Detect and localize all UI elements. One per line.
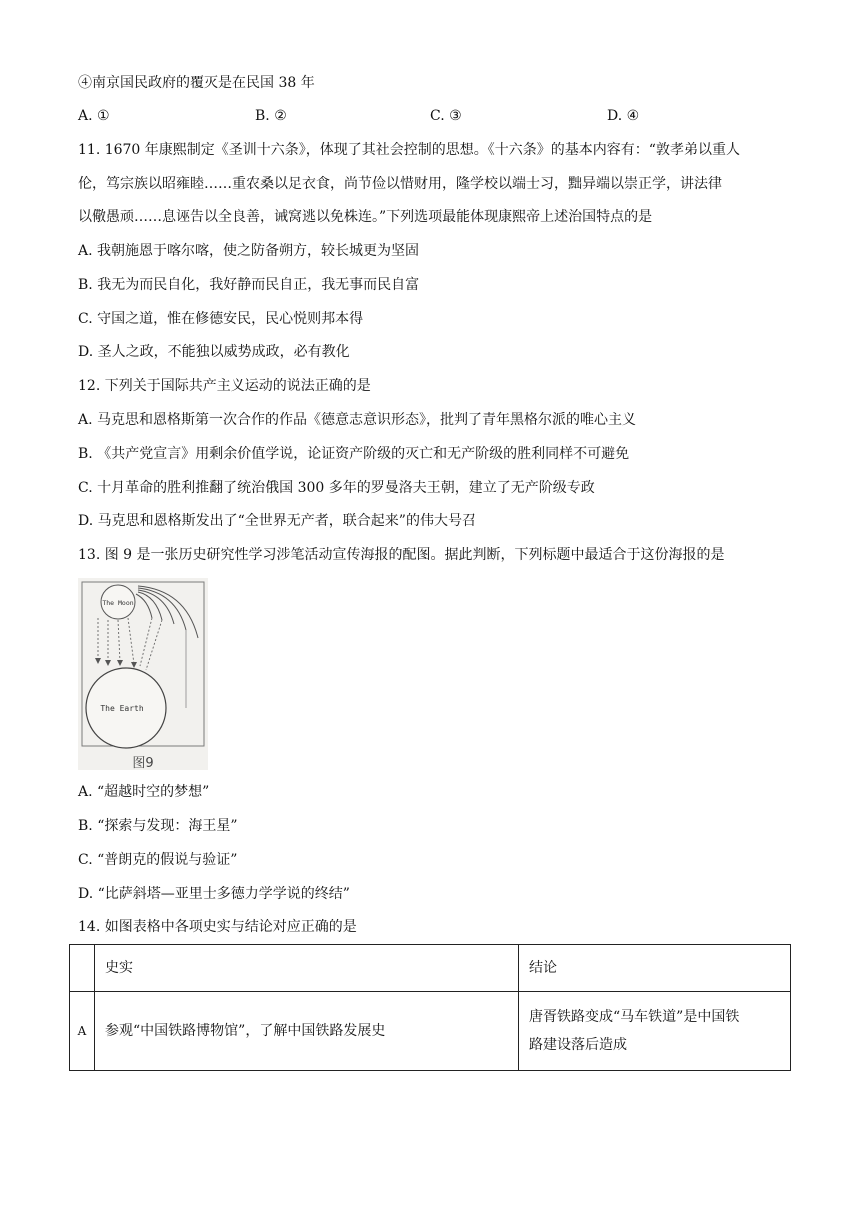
- arrowhead-3: [117, 660, 123, 666]
- q13-option-c[interactable]: C. “普朗克的假说与验证”: [78, 852, 238, 868]
- row-conclusion-line-1: 唐胥铁路变成“马车铁道”是中国铁: [529, 1009, 740, 1025]
- arc-2: [138, 592, 162, 620]
- row-conclusion-line-2: 路建设落后造成: [529, 1037, 627, 1053]
- trajectory-arcs: [136, 586, 198, 638]
- q12-option-b[interactable]: B. 《共产党宣言》用剩余价值学说，论证资产阶级的灭亡和无产阶级的胜利同样不可避免: [78, 446, 630, 462]
- earth-label: The Earth: [100, 704, 144, 713]
- q11-stem-line-2: 伦，笃宗族以昭雍睦……重农桑以足衣食，尚节俭以惜财用，隆学校以端士习，黜异端以崇正学，讲法律: [78, 176, 722, 192]
- q11-option-d[interactable]: D. 圣人之政，不能独以威势成政，必有教化: [78, 344, 350, 360]
- q12-option-c[interactable]: C. 十月革命的胜利推翻了统治俄国 300 多年的罗曼洛夫王朝，建立了无产阶级专政: [78, 480, 595, 496]
- q12-option-d[interactable]: D. 马克思和恩格斯发出了“全世界无产者，联合起来”的伟大号召: [78, 513, 476, 529]
- q13-option-b[interactable]: B. “探索与发现：海王星”: [78, 818, 238, 834]
- q11-option-b[interactable]: B. 我无为而民自化，我好静而民自正，我无事而民自富: [78, 277, 420, 293]
- arrowheads: [95, 658, 137, 668]
- table-row[interactable]: [70, 992, 791, 1071]
- q13-option-a[interactable]: A. “超越时空的梦想”: [78, 784, 210, 800]
- arc-5: [138, 586, 198, 638]
- fall-line-5: [140, 618, 152, 666]
- header-cell-conclusion: 结论: [519, 945, 791, 992]
- arrowhead-1: [95, 658, 101, 664]
- fall-line-4: [128, 618, 134, 664]
- facts-conclusions-table: [69, 944, 791, 1071]
- row-fact: 参观“中国铁路博物馆”，了解中国铁路发展史: [95, 992, 519, 1071]
- q13-stem: 13. 图 9 是一张历史研究性学习涉笔活动宣传海报的配图。据此判断，下列标题中最适合于这份海报的是: [78, 547, 725, 563]
- q10-option-d[interactable]: D. ④: [607, 108, 640, 124]
- fall-line-6: [146, 620, 162, 670]
- q11-stem-line-1: 11. 1670 年康熙制定《圣训十六条》，体现了其社会控制的思想。《十六条》的基本内容有：“敦孝弟以重人: [78, 142, 740, 158]
- moon-label: The Moon: [102, 599, 134, 607]
- q10-option-b[interactable]: B. ②: [255, 108, 287, 124]
- figure-9-moon-earth: [78, 578, 208, 770]
- arrowhead-2: [105, 660, 111, 666]
- row-label: A: [70, 992, 95, 1071]
- q11-stem-line-3: 以儆愚顽……息诬告以全良善，诫窝逃以免株连。”下列选项最能体现康熙帝上述治国特点的是: [78, 209, 653, 225]
- moon-earth-diagram: [78, 578, 208, 770]
- q14-stem: 14. 如图表格中各项史实与结论对应正确的是: [78, 919, 357, 935]
- header-cell-fact: 史实: [95, 945, 519, 992]
- q12-stem: 12. 下列关于国际共产主义运动的说法正确的是: [78, 378, 371, 394]
- q11-option-a[interactable]: A. 我朝施恩于喀尔喀，使之防备朔方，较长城更为坚固: [78, 243, 420, 259]
- row-conclusion: [519, 992, 791, 1071]
- arrowhead-4: [131, 662, 137, 668]
- figure-caption: 图9: [132, 756, 154, 770]
- header-cell-label: [70, 945, 95, 992]
- q13-option-d[interactable]: D. “比萨斜塔—亚里士多德力学学说的终结”: [78, 886, 350, 902]
- q11-option-c[interactable]: C. 守国之道，惟在修德安民，民心悦则邦本得: [78, 311, 364, 327]
- fall-line-3: [118, 620, 120, 662]
- q10-option-a[interactable]: A. ①: [78, 108, 110, 124]
- q12-option-a[interactable]: A. 马克思和恩格斯第一次合作的作品《德意志意识形态》，批判了青年黑格尔派的唯心主义: [78, 412, 637, 428]
- q10-item-4: ④南京国民政府的覆灭是在民国 38 年: [78, 75, 315, 91]
- q10-option-c[interactable]: C. ③: [430, 108, 462, 124]
- table-header-row: [70, 945, 791, 992]
